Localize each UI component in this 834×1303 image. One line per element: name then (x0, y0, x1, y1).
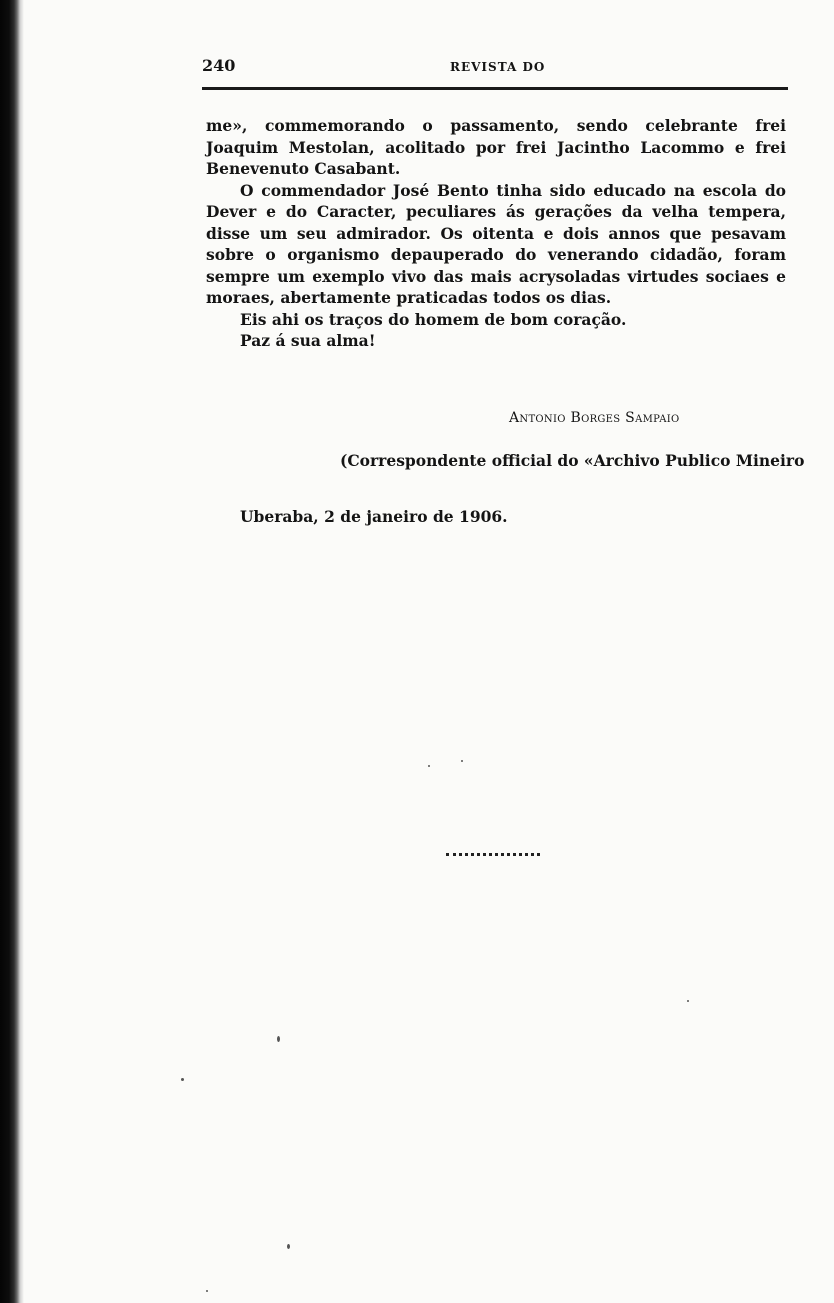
author-affiliation: (Correspondente official do «Archivo Publico Mineiro (340, 451, 805, 470)
scan-speck (287, 1244, 290, 1249)
author-signature: Antonio Borges Sampaio (509, 410, 680, 426)
paragraph-tribute: O commendador José Bento tinha sido educado na escola do Dever e do Caracter, peculiares ás gerações da velha tempera, disse um seu admirador. Os oitenta e dois annos que pesavam sobre o organismo depauperado do venerando cidadão, foram sempre um exemplo vivo das mais acrysoladas virtudes sociaes e moraes, abertamente praticadas todos os dias. (206, 180, 786, 307)
paragraph-farewell: Paz á sua alma! (240, 331, 376, 350)
paragraph-closing: Eis ahi os traços do homem de bom coração. (240, 309, 627, 329)
scan-speck (428, 765, 430, 767)
scan-speck (181, 1078, 184, 1081)
scan-speck (277, 1036, 280, 1042)
page-number: 240 (202, 56, 236, 75)
header-rule (202, 87, 788, 90)
body-text (206, 115, 786, 352)
paragraph-continuation: me», commemorando o passamento, sendo celebrante frei Joaquim Mestolan, acolitado por frei Jacintho Lacommo e frei Benevenuto Casabant. (206, 116, 786, 178)
dateline: Uberaba, 2 de janeiro de 1906. (240, 507, 508, 526)
scan-speck (687, 1000, 689, 1002)
running-head: REVISTA DO (450, 60, 546, 74)
scan-speck (461, 760, 463, 762)
page-header (202, 56, 788, 84)
end-ornament-rule (446, 853, 540, 856)
scan-speck (206, 1290, 208, 1292)
